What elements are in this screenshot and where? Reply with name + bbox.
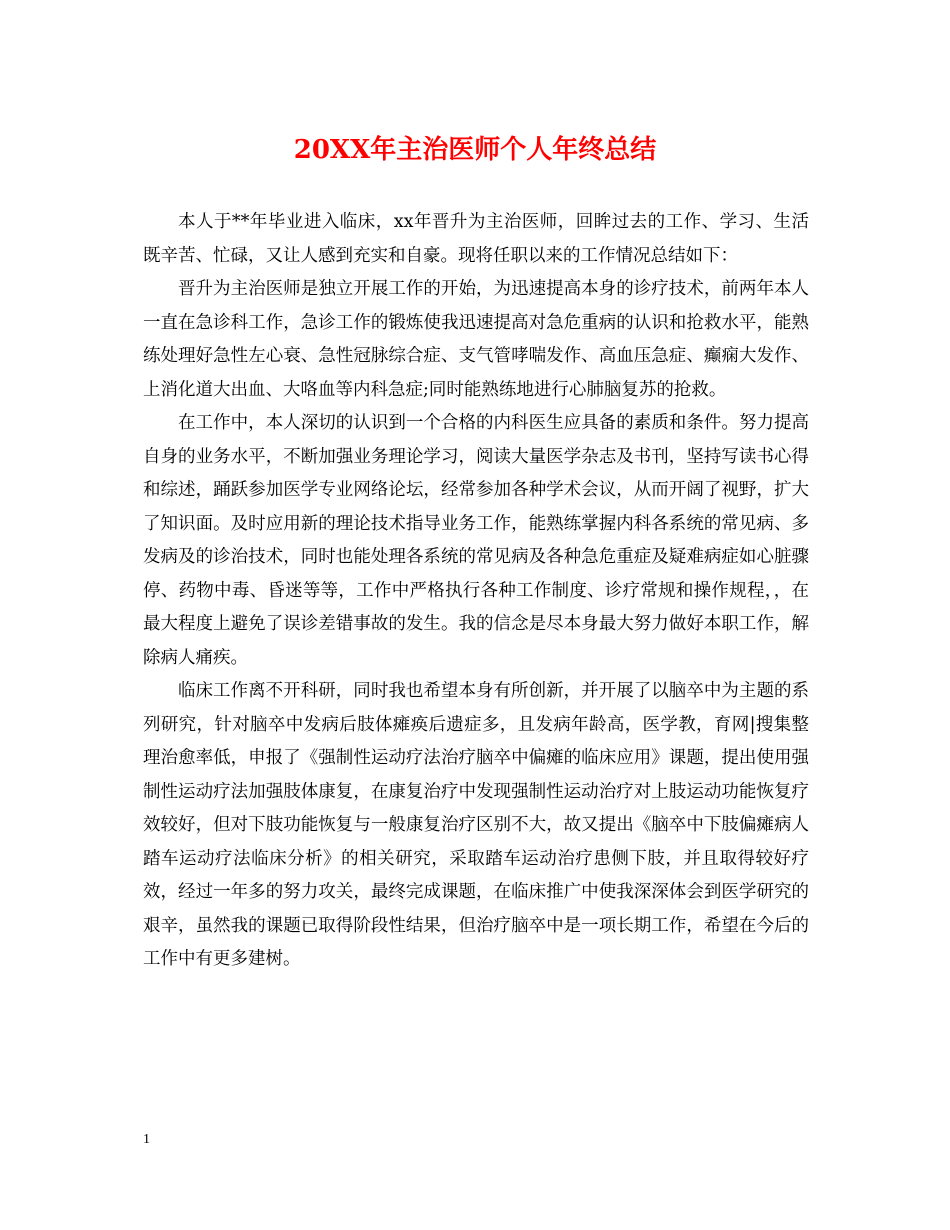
paragraph-professional-growth: 在工作中，本人深切的认识到一个合格的内科医生应具备的素质和条件。努力提高自身的业务水平，不断加强业务理论学习，阅读大量医学杂志及书刊，坚持写读书心得和综述，踊跃参加医学专业网络论坛，经常参加各种学术会议，从而开阔了视野，扩大了知识面。及时应用新的理论技术指导业务工作，能熟练掌握内科各系统的常见病、多发病及的诊治技术，同时也能处理各系统的常见病及各种急危重症及疑难病症如心脏骤停、药物中毒、昏迷等等，工作中严格执行各种工作制度、诊疗常规和操作规程，，在最大程度上避免了误诊差错事故的发生。我的信念是尽本身最大努力做好本职工作，解除病人痛疾。 <box>143 413 809 668</box>
page-number: 1 <box>143 1132 150 1147</box>
paragraph-research: 临床工作离不开科研，同时我也希望本身有所创新，并开展了以脑卒中为主题的系列研究，针对脑卒中发病后肢体瘫痪后遗症多，且发病年龄高，医学教，育网|搜集整理治愈率低，申报了《强制性运动疗法治疗脑卒中偏瘫的临床应用》课题，提出使用强制性运动疗法加强肢体康复，在康复治疗中发现强制性运动治疗对上肢运动功能恢复疗效较好，但对下肢功能恢复与一般康复治疗区别不大，故又提出《脑卒中下肢偏瘫病人踏车运动疗法临床分析》的相关研究，采取踏车运动治疗患侧下肢，并且取得较好疗效，经过一年多的努力攻关，最终完成课题，在临床推广中使我深深体会到医学研究的艰辛，虽然我的课题已取得阶段性结果，但治疗脑卒中是一项长期工作，希望在今后的工作中有更多建树。 <box>143 681 809 969</box>
document-body <box>143 206 809 977</box>
document-title: 20XX年主治医师个人年终总结 <box>293 135 657 165</box>
paragraph-emergency-work: 晋升为主治医师是独立开展工作的开始，为迅速提高本身的诊疗技术，前两年本人一直在急诊科工作，急诊工作的锻炼使我迅速提高对急危重病的认识和抢救水平，能熟练处理好急性左心衰、急性冠脉综合症、支气管哮喘发作、高血压急症、癫痫大发作、上消化道大出血、大咯血等内科急症;同时能熟练地进行心肺脑复苏的抢救。 <box>143 279 809 400</box>
paragraph-intro: 本人于**年毕业进入临床，xx年晋升为主治医师，回眸过去的工作、学习、生活既辛苦、忙碌，又让人感到充实和自豪。现将任职以来的工作情况总结如下： <box>143 212 809 266</box>
